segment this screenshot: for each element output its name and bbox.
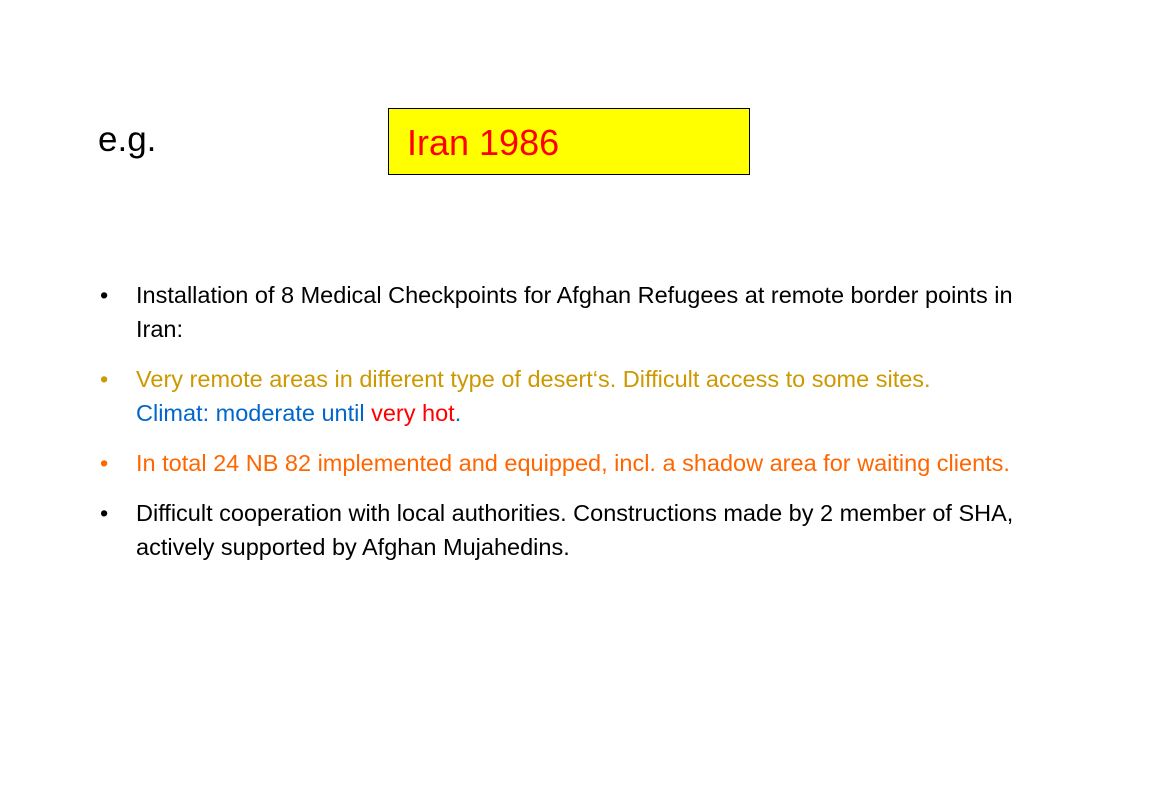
- bullet-item-nb82: [100, 446, 1060, 480]
- bullet-item-cooperation: [100, 496, 1060, 564]
- bullet-text: Installation of 8 Medical Checkpoints for Afghan Refugees at remote border points in Iran:: [136, 282, 1013, 342]
- bullet-dot: •: [100, 282, 109, 308]
- bullet-text-very-hot: very hot: [371, 400, 455, 426]
- title-box: [388, 108, 750, 175]
- bullet-text: Difficult cooperation with local authorities. Constructions made by 2 member of SHA, actively supported by Afghan Mujahedins.: [136, 500, 1014, 560]
- bullet-dot: •: [100, 450, 109, 476]
- bullet-dot: •: [100, 500, 109, 526]
- bullet-dot: •: [100, 366, 109, 392]
- bullet-item-installation: [100, 278, 1060, 346]
- bullet-text-period: .: [454, 400, 462, 426]
- bullet-text: In total 24 NB 82 implemented and equipped, incl. a shadow area for waiting clients.: [136, 450, 1010, 476]
- bullet-list: [100, 278, 1060, 580]
- bullet-text-climate: Climat: moderate until: [136, 400, 365, 426]
- bullet-text-desert: Very remote areas in different type of desert‘s. Difficult access to some sites.: [136, 366, 931, 392]
- eg-label: e.g.: [98, 120, 157, 159]
- slide-title: Iran 1986: [407, 122, 560, 163]
- bullet-item-remote-areas: [100, 362, 1060, 430]
